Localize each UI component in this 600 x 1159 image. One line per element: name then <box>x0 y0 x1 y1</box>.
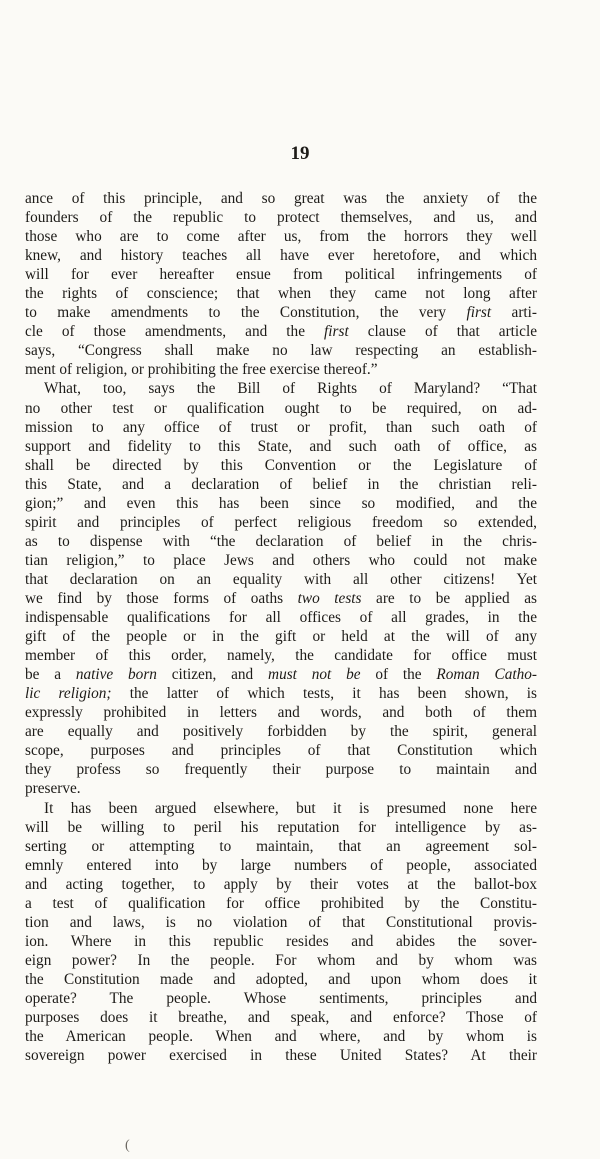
text-line: those who are to come after us, from the horrors they well <box>25 228 537 246</box>
text-line: spirit and principles of perfect religious freedom so extended, <box>25 513 537 531</box>
text-line: ance of this principle, and so great was the anxiety of the <box>25 190 537 207</box>
text-line: says, “Congress shall make no law respecting an establish- <box>25 342 537 360</box>
text-line: member of this order, namely, the candidate for office must <box>25 647 537 665</box>
text-line: knew, and history teaches all have ever heretofore, and which <box>25 247 537 265</box>
text-line: gift of the people or in the gift or held at the will of any <box>25 628 537 646</box>
text-line: scope, purposes and principles of that Constitution which <box>25 742 537 760</box>
text-line: the American people. When and where, and by whom is <box>25 1028 537 1046</box>
text-line: be a native born citizen, and must not be of the Roman Catho- <box>25 666 537 684</box>
text-line: indispensable qualifications for all offices of all grades, in the <box>25 609 537 627</box>
text-line: tian religion,” to place Jews and others who could not make <box>25 551 537 569</box>
text-line: a test of qualification for office prohibited by the Constitu- <box>25 894 537 912</box>
text-line: preserve. <box>25 780 81 798</box>
text-line: as to dispense with “the declaration of belief in the chris- <box>25 532 537 550</box>
page-number: 19 <box>290 143 310 164</box>
text-line: the rights of conscience; that when they came not long after <box>25 285 537 303</box>
text-line: purposes does it breathe, and speak, and enforce? Those of <box>25 1009 537 1027</box>
text-line: It has been argued elsewhere, but it is presumed none here <box>44 799 537 817</box>
text-line: emnly entered into by large numbers of people, associated <box>25 856 537 874</box>
text-line: and acting together, to apply by their votes at the ballot-box <box>25 875 537 893</box>
text-line: support and fidelity to this State, and such oath of office, as <box>25 437 537 455</box>
margin-mark: ( <box>125 1138 130 1153</box>
text-line: What, too, says the Bill of Rights of Maryland? “That <box>44 380 537 398</box>
text-line: gion;” and even this has been since so modified, and the <box>25 494 537 512</box>
text-line: no other test or qualification ought to be required, on ad- <box>25 399 537 417</box>
text-line: we find by those forms of oaths two tests are to be applied as <box>25 589 537 607</box>
text-line: founders of the republic to protect themselves, and us, and <box>25 209 537 227</box>
text-line: mission to any office of trust or profit, than such oath of <box>25 418 537 436</box>
text-line: cle of those amendments, and the first clause of that article <box>25 323 537 341</box>
text-line: will be willing to peril his reputation for intelligence by as- <box>25 818 537 836</box>
text-line: expressly prohibited in letters and words, and both of them <box>25 704 537 722</box>
text-line: to make amendments to the Constitution, the very first arti- <box>25 304 538 322</box>
text-line: will for ever hereafter ensue from political infringements of <box>25 266 537 284</box>
text-line: operate? The people. Whose sentiments, principles and <box>25 989 537 1007</box>
text-line: that declaration on an equality with all other citizens! Yet <box>25 570 537 588</box>
text-line: ion. Where in this republic resides and abides the sover- <box>25 932 537 950</box>
text-line: tion and laws, is no violation of that Constitutional provis- <box>25 913 537 931</box>
text-line: shall be directed by this Convention or the Legislature of <box>25 456 537 474</box>
text-line: are equally and positively forbidden by the spirit, general <box>25 723 537 741</box>
text-line: they profess so frequently their purpose to maintain and <box>25 761 537 779</box>
body-text <box>25 189 537 1065</box>
text-line: ment of religion, or prohibiting the free exercise thereof.” <box>25 361 378 379</box>
text-line: the Constitution made and adopted, and upon whom does it <box>25 970 537 988</box>
text-line: sovereign power exercised in these United States? At their <box>25 1047 537 1065</box>
text-line: this State, and a declaration of belief in the christian reli- <box>25 475 537 493</box>
text-line: serting or attempting to maintain, that an agreement sol- <box>25 837 537 855</box>
text-line: eign power? In the people. For whom and by whom was <box>25 951 537 969</box>
text-line: lic religion; the latter of which tests, it has been shown, is <box>25 685 537 703</box>
